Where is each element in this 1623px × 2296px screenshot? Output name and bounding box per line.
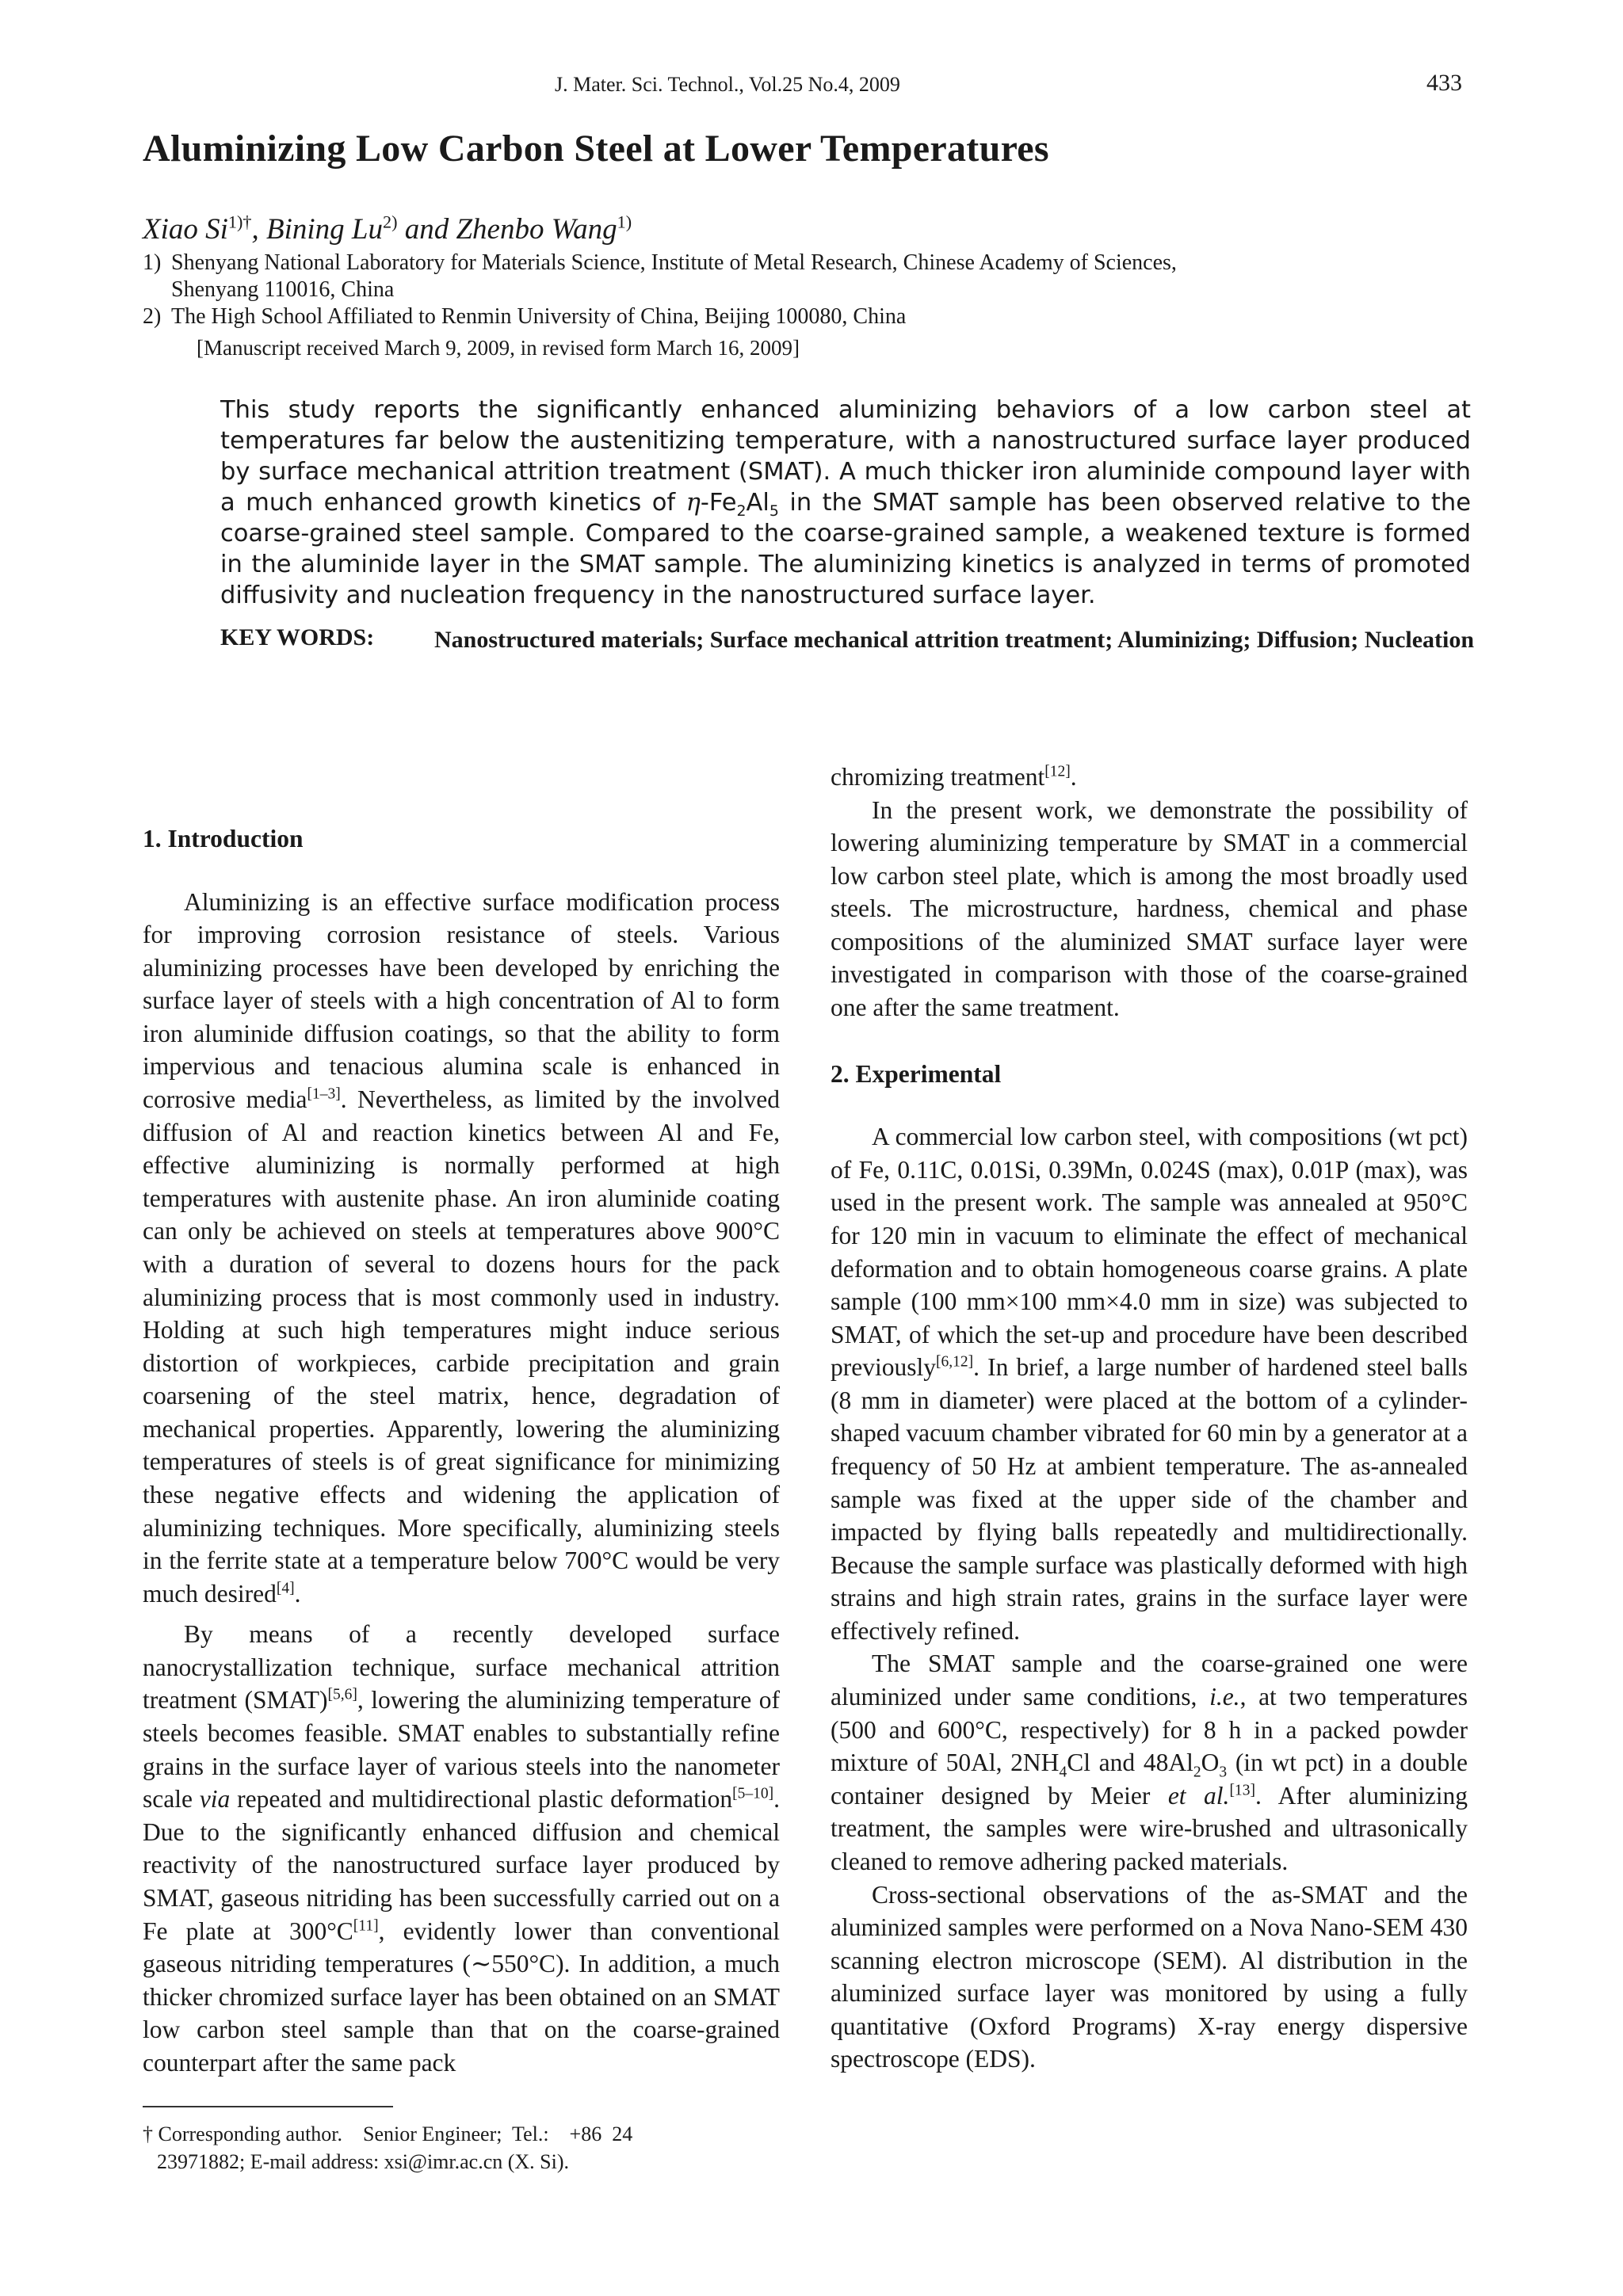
footnote bbox=[143, 2120, 780, 2176]
paragraph: Cross-sectional observations of the as-SMAT and the aluminized samples were performed on a Nova Nano-SEM 430 scanning electron microscope (SEM). Al distribution in the aluminized surface layer was monitored by using a fully quantitative (Oxford Programs) X-ray energy dispersive spectroscope (EDS). bbox=[831, 1880, 1468, 2073]
paragraph-text: A commercial low carbon steel, with compositions (wt pct) of Fe, 0.11C, 0.01Si, 0.39Mn, 0.024S (max), 0.01P (max), was used in the present work. The sample was annealed at 950°C for 120 min in vacuum to eliminate the effect of mechanical deformation and to obtain homogeneous coarse grains. A plate sample (100 mm×100 mm×4.0 mm in size) was subjected to SMAT, of which the set-up and procedure have been described previously bbox=[831, 1123, 1468, 1382]
keywords: Nanostructured materials; Surface mechanical attrition treatment; Aluminizing; Diffusion; Nucleation bbox=[434, 627, 1475, 653]
author-name: Zhenbo Wang bbox=[456, 213, 617, 246]
author-separator: and bbox=[397, 213, 456, 246]
citation: [4] bbox=[276, 1580, 295, 1597]
paragraph-text: , at two temperatures (500 and 600°C, respectively) for 8 h in a packed powder mixture of 50Al, 2NH bbox=[831, 1683, 1468, 1777]
author-affiliation-mark: 2) bbox=[383, 212, 398, 232]
affiliation-text: Shenyang National Laboratory for Materials Science, Institute of Metal Research, Chinese Academy of Sciences, bbox=[171, 250, 1177, 275]
affiliation-text: The High School Affiliated to Renmin University of China, Beijing 100080, China bbox=[171, 304, 907, 329]
author-affiliation-mark: 1)† bbox=[227, 212, 252, 232]
formula-subscript: 4 bbox=[1059, 1764, 1067, 1781]
left-column bbox=[143, 822, 780, 2079]
paragraph-text: . After aluminizing treatment, the samples were wire-brushed and ultrasonically cleaned to remove adhering packed materials. bbox=[831, 1781, 1468, 1875]
paragraph-text: Cl and 48Al bbox=[1067, 1749, 1193, 1777]
abstract-text: in the SMAT sample has been observed relative to the coarse-grained steel sample. Compared to the coarse-grained sample, a weakened texture is formed in the aluminide layer in the SMAT sample. The aluminizing kinetics is analyzed in terms of promoted diffusivity and nucleation frequency in the nanostructured surface layer. bbox=[220, 489, 1471, 610]
page-number: 433 bbox=[1426, 70, 1462, 96]
affiliation-number: 2) bbox=[143, 304, 162, 329]
footnote-line: 23971882; E-mail address: xsi@imr.ac.cn (X. Si). bbox=[157, 2150, 570, 2174]
abstract-subscript: 5 bbox=[769, 502, 779, 521]
citation: [1–3] bbox=[307, 1085, 341, 1103]
formula-subscript: 2 bbox=[1193, 1764, 1201, 1781]
affiliation-number: 1) bbox=[143, 250, 162, 275]
italic-term: i.e. bbox=[1209, 1683, 1240, 1711]
abstract-text: This study reports the significantly enhanced aluminizing behaviors of a low carbon steel at temperatures far below the austenitizing temperature, with a nanostructured surface layer produced by surface mechanical attrition treatment (SMAT). A much thicker iron aluminide compound layer with a much enhanced growth kinetics of bbox=[220, 396, 1471, 517]
citation: [6,12] bbox=[935, 1353, 974, 1371]
author-name: Xiao Si bbox=[143, 213, 228, 246]
affiliation-1 bbox=[143, 250, 1177, 276]
paragraph bbox=[831, 1647, 1468, 1878]
author-name: Bining Lu bbox=[266, 213, 383, 246]
paragraph-text: . bbox=[1070, 763, 1077, 791]
abstract-formula: -Fe bbox=[700, 489, 737, 517]
paragraph-text: , lowering the aluminizing temperature of steels becomes feasible. SMAT enables to substantially refine grains in the surface layer of various steels into the nanometer scale bbox=[143, 1686, 780, 1814]
citation: [5–10] bbox=[732, 1785, 774, 1802]
abstract-formula: Al bbox=[746, 489, 769, 517]
paragraph-text: . bbox=[294, 1579, 301, 1608]
paragraph bbox=[831, 1120, 1468, 1647]
journal-header: J. Mater. Sci. Technol., Vol.25 No.4, 2009 bbox=[555, 73, 900, 96]
paragraph-text: Aluminizing is an effective surface modification process for improving corrosion resistance of steels. Various aluminizing processes have been developed by enriching the surface layer of steels with a high concentration of Al to form iron aluminide diffusion coatings, so that the ability to form impervious and tenacious alumina scale is enhanced in corrosive media bbox=[143, 887, 780, 1114]
paragraph bbox=[143, 886, 780, 1611]
paragraph bbox=[143, 1618, 780, 2079]
citation: [5,6] bbox=[327, 1686, 357, 1703]
footnote-rule bbox=[143, 2106, 393, 2107]
paragraph-text: , evidently lower than conventional gaseous nitriding temperatures (∼550°C). In addition, a much thicker chromized surface layer has been obtained on an SMAT low carbon steel sample than that on the coarse-grained counterpart after the same pack bbox=[143, 1917, 780, 2077]
paragraph-text: . Nevertheless, as limited by the involved diffusion of Al and reaction kinetics between Al and Fe, effective aluminizing is normally performed at high temperatures with austenite phase. An iron aluminide coating can only be achieved on steels at temperatures above 900°C with a duration of several to dozens hours for the pack aluminizing process that is most commonly used in industry. Holding at such high temperatures might induce serious distortion of workpieces, carbide precipitation and grain coarsening of the steel matrix, hence, degradation of mechanical properties. Apparently, lowering the aluminizing temperatures of steels is of great significance for minimizing these negative effects and widening the application of aluminizing techniques. More specifically, aluminizing steels in the ferrite state at a temperature below 700°C would be very much desired bbox=[143, 1085, 780, 1608]
abstract-symbol: η bbox=[685, 489, 701, 517]
author-affiliation-mark: 1) bbox=[617, 212, 632, 232]
keywords-label: KEY WORDS: bbox=[220, 624, 375, 650]
paragraph-text: The SMAT sample and the coarse-grained one were aluminized under same conditions, bbox=[831, 1650, 1468, 1711]
section-heading-introduction: 1. Introduction bbox=[143, 825, 304, 852]
paragraph-text: repeated and multidirectional plastic deformation bbox=[230, 1785, 733, 1814]
paragraph: In the present work, we demonstrate the possibility of lowering aluminizing temperature by SMAT in a commercial low carbon steel plate, which is among the most broadly used steels. The microstructure, hardness, chemical and phase compositions of the aluminized SMAT surface layer were investigated in comparison with those of the coarse-grained one after the same treatment. bbox=[831, 795, 1468, 1022]
manuscript-dates: [Manuscript received March 9, 2009, in revised form March 16, 2009] bbox=[197, 336, 800, 360]
paragraph-text: . Due to the significantly enhanced diffusion and chemical reactivity of the nanostructured surface layer produced by SMAT, gaseous nitriding has been successfully carried out on a Fe plate at 300°C bbox=[143, 1785, 780, 1945]
footnote-line: † Corresponding author. Senior Engineer; Tel.: +86 24 bbox=[143, 2122, 633, 2145]
formula-subscript: 3 bbox=[1219, 1764, 1228, 1781]
author-list bbox=[143, 212, 632, 246]
paragraph-text: O bbox=[1201, 1749, 1220, 1777]
section-heading-experimental: 2. Experimental bbox=[831, 1059, 1002, 1088]
paragraph bbox=[831, 761, 1468, 794]
italic-term: et al. bbox=[1167, 1781, 1230, 1810]
affiliation-2 bbox=[143, 304, 907, 330]
affiliation-1-cont bbox=[171, 277, 394, 303]
citation: [12] bbox=[1044, 763, 1071, 780]
author-separator: , bbox=[251, 213, 266, 246]
paragraph-text: (in wt pct) in a double container designed by Meier bbox=[831, 1749, 1468, 1810]
paragraph-text: chromizing treatment bbox=[831, 763, 1045, 791]
affiliation-text: Shenyang 110016, China bbox=[171, 277, 395, 302]
paragraph-text: By means of a recently developed surface nanocrystallization technique, surface mechanical attrition treatment (SMAT) bbox=[143, 1620, 780, 1714]
citation: [13] bbox=[1229, 1782, 1255, 1799]
abstract bbox=[220, 395, 1471, 611]
abstract-subscript: 2 bbox=[736, 502, 747, 521]
citation: [11] bbox=[353, 1917, 379, 1934]
paper-title: Aluminizing Low Carbon Steel at Lower Temperatures bbox=[143, 128, 1049, 170]
right-column bbox=[831, 761, 1468, 2076]
paragraph-text: . In brief, a large number of hardened steel balls (8 mm in diameter) were placed at the bottom of a cylinder-shaped vacuum chamber vibrated for 60 min by a generator at a frequency of 50 Hz at ambient temperature. The as-annealed sample was fixed at the upper side of the chamber and impacted by flying balls repeatedly and multidirectionally. Because the sample surface was plastically deformed with high strains and high strain rates, grains in the surface layer were effectively refined. bbox=[831, 1353, 1468, 1645]
italic-term: via bbox=[199, 1785, 231, 1814]
